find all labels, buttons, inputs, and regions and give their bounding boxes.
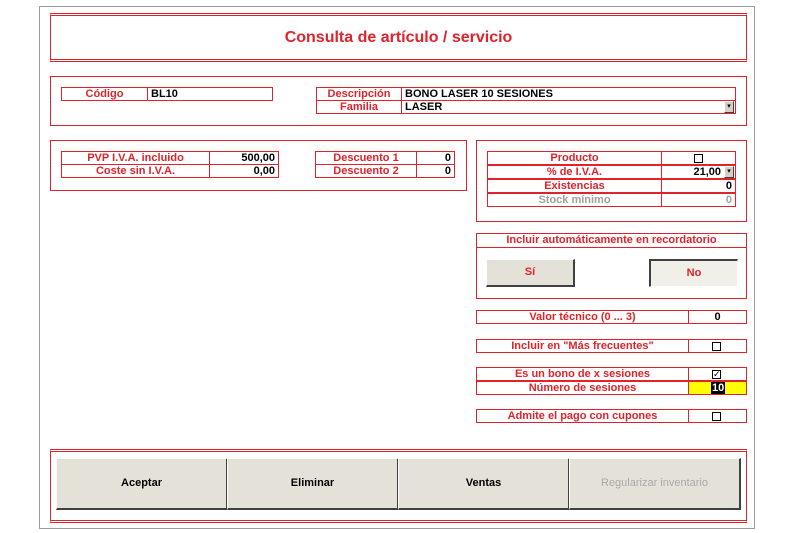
familia-label: Familia [316,100,402,114]
producto-checkbox[interactable] [694,154,703,163]
regularizar-inventario-button [569,458,741,510]
num-sesiones-label: Número de sesiones [476,381,689,395]
ventas-label: Ventas [465,477,502,489]
descuento2-label: Descuento 2 [315,164,417,178]
dialog-window [39,6,755,529]
recordatorio-si-button[interactable]: Sí [486,259,575,287]
coste-label: Coste sin I.V.A. [61,164,210,178]
recordatorio-no-button[interactable]: No [649,259,738,287]
pvp-field[interactable]: 500,00 [209,151,279,165]
num-sesiones-value: 10 [712,382,725,394]
descuento1-field[interactable]: 0 [416,151,455,165]
aceptar-label: Aceptar [121,477,162,489]
cupones-checkbox[interactable] [712,412,721,421]
descripcion-label: Descripción [316,87,402,101]
iva-dropdown-icon[interactable]: ▾ [724,166,734,178]
stock-minimo-field: 0 [661,193,736,207]
producto-label: Producto [487,151,662,165]
recordatorio-label: Incluir automáticamente en recordatorio [476,233,747,248]
valor-tecnico-field[interactable]: 0 [688,310,747,324]
existencias-label: Existencias [487,179,662,193]
regularizar-inventario-label: Regularizar inventario [601,477,708,489]
valor-tecnico-label: Valor técnico (0 ... 3) [476,310,689,324]
identification-panel [50,76,747,126]
page-title: Consulta de artículo / servicio [284,29,513,46]
price-panel [50,140,467,191]
bono-label: Es un bono de x sesiones [476,367,689,381]
familia-select[interactable]: LASER [401,100,736,114]
familia-dropdown-icon[interactable]: ▾ [724,101,734,113]
cupones-label: Admite el pago con cupones [476,409,689,423]
descuento2-field[interactable]: 0 [416,164,455,178]
coste-field[interactable]: 0,00 [209,164,279,178]
button-bar [50,449,747,523]
codigo-field[interactable]: BL10 [147,87,273,101]
stock-minimo-label: Stock mínimo [487,193,662,207]
aceptar-button[interactable] [56,458,228,510]
eliminar-button[interactable] [227,458,399,510]
existencias-field[interactable]: 0 [661,179,736,193]
num-sesiones-field[interactable] [688,381,747,395]
title-panel [50,13,747,62]
recordatorio-panel [476,233,747,299]
iva-label: % de I.V.A. [487,165,662,179]
bono-checkbox[interactable]: ✓ [713,369,721,379]
eliminar-label: Eliminar [290,477,335,489]
codigo-label: Código [61,87,148,101]
descuento1-label: Descuento 1 [315,151,417,165]
pvp-label: PVP I.V.A. incluido [61,151,210,165]
product-panel [476,140,747,222]
iva-select[interactable]: 21,00 [661,165,736,179]
ventas-button[interactable] [398,458,570,510]
descripcion-field[interactable]: BONO LASER 10 SESIONES [401,87,736,101]
mas-frecuentes-label: Incluir en "Más frecuentes" [476,339,689,353]
mas-frecuentes-checkbox[interactable] [712,342,721,351]
